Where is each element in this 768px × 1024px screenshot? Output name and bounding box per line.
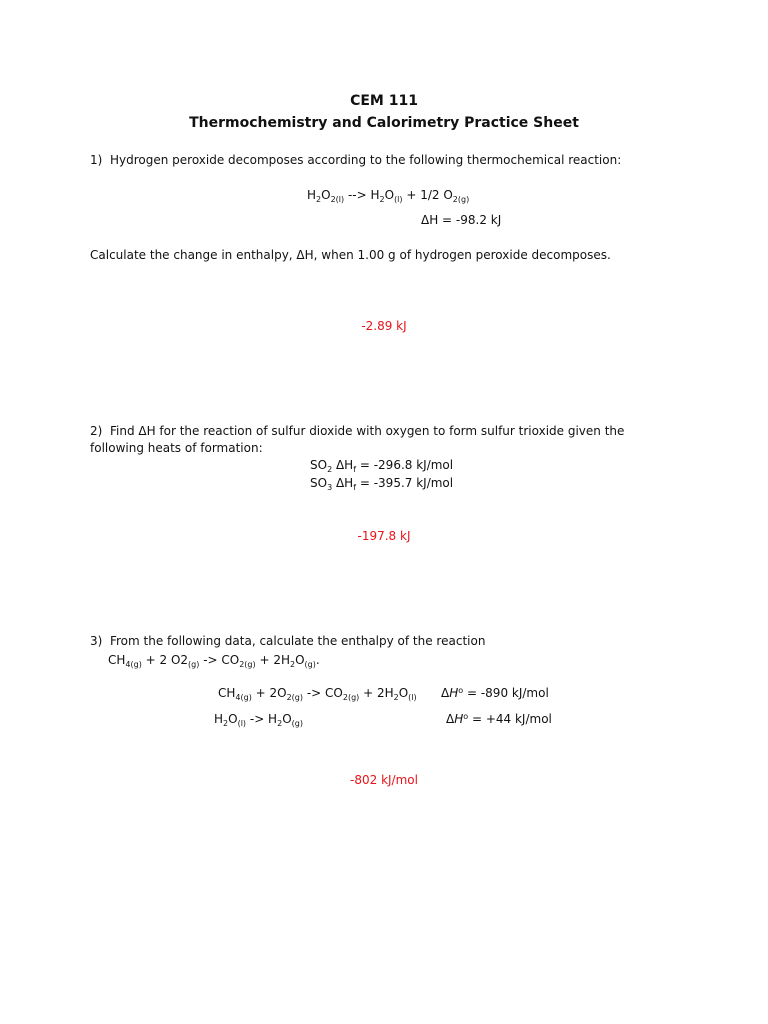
- q2-sub: f: [353, 465, 357, 474]
- q1-sub: (l): [394, 195, 403, 204]
- q3-target-reaction: [108, 652, 320, 668]
- q3-sub: 2: [277, 719, 283, 728]
- q1-reaction: [307, 187, 469, 203]
- q3-answer: -802 kJ/mol: [350, 773, 418, 787]
- q2-number: 2): [90, 424, 103, 438]
- q3-formula: O: [282, 712, 292, 726]
- q3-sub: (g): [291, 719, 303, 728]
- q1-sub: 2: [316, 195, 322, 204]
- q3-sub: (g): [304, 660, 316, 669]
- q3-eq1-value: = -890 kJ/mol: [463, 686, 549, 700]
- q3-sub: 2: [223, 719, 229, 728]
- q3-delta: Δ: [446, 712, 455, 726]
- q3-formula: O: [295, 653, 305, 667]
- q3-formula: + 2 O2: [141, 653, 189, 667]
- q3-formula: -> CO: [303, 686, 343, 700]
- q3-h: H: [454, 712, 464, 726]
- q1-sub: 2(l): [330, 195, 345, 204]
- q2-answer: -197.8 kJ: [357, 529, 411, 543]
- q3-formula: O: [398, 686, 409, 700]
- q3-formula: CH: [218, 686, 236, 700]
- q1-reactant-o: O: [321, 188, 331, 202]
- q3-period: .: [315, 653, 320, 667]
- q2-prompt-line1: Find ΔH for the reaction of sulfur dioxide with oxygen to form sulfur trioxide given the: [109, 424, 625, 438]
- q1-answer: -2.89 kJ: [361, 319, 407, 333]
- q1-question: Calculate the change in enthalpy, ΔH, when 1.00 g of hydrogen peroxide decomposes.: [90, 248, 611, 262]
- q3-eq1-enthalpy: [441, 685, 549, 701]
- q3-sub: 2(g): [239, 660, 256, 669]
- q3-sub: (l): [408, 693, 417, 702]
- q3-sup: o: [463, 712, 469, 721]
- q3-sub: 4(g): [125, 660, 142, 669]
- q3-eq1: [218, 685, 417, 701]
- q1-number: 1): [90, 153, 103, 167]
- q2-prompt: [90, 423, 624, 439]
- q1-delta-h: ΔH = -98.2 kJ: [421, 213, 502, 227]
- q3-formula: CH: [108, 653, 126, 667]
- q3-eq2: [214, 711, 303, 727]
- q2-so3-formula: SO: [310, 476, 328, 490]
- q3-prompt: [90, 633, 485, 649]
- q1-prompt: [90, 152, 621, 168]
- q3-sup: o: [458, 686, 464, 695]
- q3-formula: + 2O: [251, 686, 287, 700]
- q1-product-o2: O: [443, 188, 453, 202]
- q1-plus: + 1/2: [402, 188, 444, 202]
- q3-formula: + 2H: [359, 686, 394, 700]
- q2-sub: f: [353, 483, 357, 492]
- q3-formula: -> CO: [199, 653, 240, 667]
- q2-sub: 3: [327, 483, 333, 492]
- q2-prompt-line2: following heats of formation:: [90, 441, 263, 455]
- q1-prompt-text: Hydrogen peroxide decomposes according to the following thermochemical reaction:: [109, 153, 622, 167]
- q1-sub: 2: [379, 195, 385, 204]
- q3-eq2-enthalpy: [446, 711, 552, 727]
- q2-so2-value: = -296.8 kJ/mol: [356, 458, 454, 472]
- sheet-title: Thermochemistry and Calorimetry Practice Sheet: [189, 115, 579, 131]
- q3-sub: (l): [237, 719, 247, 728]
- q3-formula: O: [228, 712, 238, 726]
- q3-delta: Δ: [441, 686, 450, 700]
- q3-sub: 4(g): [235, 693, 252, 702]
- q1-product-h: H: [370, 188, 380, 202]
- q3-formula: -> H: [246, 712, 278, 726]
- q1-product-o: O: [384, 188, 395, 202]
- course-code: CEM 111: [350, 93, 418, 109]
- q3-sub: 2: [289, 660, 296, 669]
- q3-sub: 2(g): [342, 693, 360, 702]
- q2-so2-heat: [310, 457, 453, 473]
- q3-h: H: [449, 686, 459, 700]
- q2-sub: 2: [327, 465, 333, 474]
- q3-eq2-value: = +44 kJ/mol: [468, 712, 552, 726]
- q1-reactant-h: H: [307, 188, 317, 202]
- q2-delta-h: ΔH: [332, 476, 354, 490]
- q1-arrow: -->: [344, 188, 371, 202]
- q3-sub: 2(g): [286, 693, 304, 702]
- q2-delta-h: ΔH: [332, 458, 354, 472]
- q3-sub: 2: [393, 693, 399, 702]
- q3-formula: + 2H: [255, 653, 290, 667]
- q3-formula: H: [214, 712, 224, 726]
- q2-so3-heat: [310, 475, 453, 491]
- q3-number: 3): [90, 634, 103, 648]
- q2-so3-value: = -395.7 kJ/mol: [356, 476, 454, 490]
- q3-prompt-text: From the following data, calculate the enthalpy of the reaction: [109, 634, 486, 648]
- q1-sub: 2(g): [452, 195, 470, 204]
- q2-so2-formula: SO: [310, 458, 328, 472]
- q3-sub: (g): [188, 660, 200, 669]
